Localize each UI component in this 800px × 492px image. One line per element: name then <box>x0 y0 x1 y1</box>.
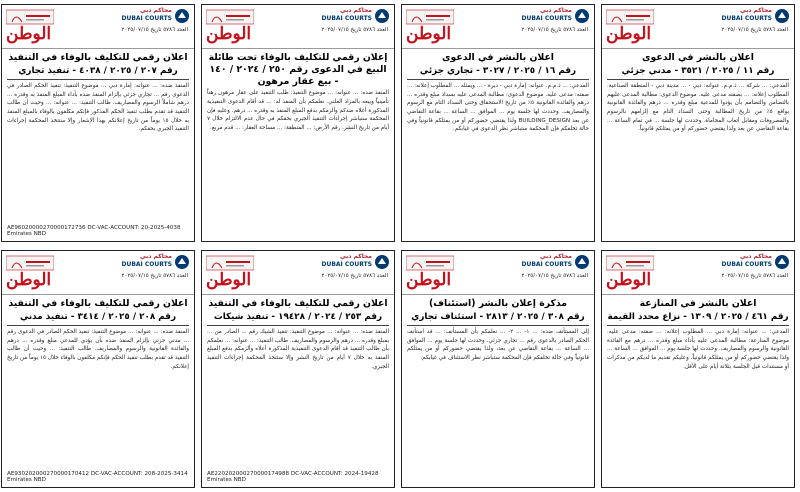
issue-line: العدد ٥٧٨٦ تاريخ ٢٠٢٥/٠٧/١٥ <box>321 273 388 279</box>
notice-body: المدعي: ... شركة ... ذ.م.م. عنوانه: دبي - ... مدينة دبي - المنطقة الصناعية. المطلوب إعلانه: ... بصفته مدعى عليه. موضوع الدعوى: مطالبة المدعى عليهم بالتضامن والتضامم بأن يؤدوا للمدعية مبلغ وقدره ... درهم والفائدة القانونية بواقع ٥٪ من تاريخ المطالبة وحتى السداد التام مع إلزامهم بالرسوم والمصروفات ومقابل أتعاب المحاماة. وحددت لها جلسة ... في تمام الساعة ... بقاعة التقاضي عن بعد ولذا يقتضي حضوركم أو من يمثلكم قانونياً. <box>607 83 790 133</box>
notice-title: اعلان بالنشر في المنازعة <box>639 298 757 309</box>
court-name-ar: محاكم دبي <box>340 7 372 14</box>
payment-ref: AE96020000270000172736 DC-VAC-ACCOUNT: 20-2025-4038 Emirates NBD <box>7 225 181 237</box>
court-name-en: DUBAI COURTS <box>721 261 772 268</box>
notice-body: المدعي: ... عنوانه: إمارة دبي ... المطلوب إعلانه: ... صفته: مدعى عليه. موضوع المنازعة: مطالبة المدعى عليه بأداء مبلغ وقدره ... درهم مع الفائدة القانونية والرسوم والمصاريف. وحددت لها جلسة يوم ... الموافق ... الساعة ... ولذا يقتضي حضوركم أو من يمثلكم قانونياً، وعليكم تقديم ما لديكم من مذكرات أو مستندات قبل الجلسة بثلاثة أيام على الأقل. <box>607 329 789 370</box>
notice-header <box>2 5 194 49</box>
court-name-ar: محاكم دبي <box>140 253 172 260</box>
legal-notice-panel <box>601 250 795 488</box>
dubai-courts-emblem-icon <box>774 254 790 270</box>
legal-notice-panel <box>1 250 195 488</box>
notice-body: المنفذ ضده: ... عنوانه: ... موضوع التنفيذ: تنفيذ الحكم الصادر في الدعوى رقم ... مدني جزئي بإلزام المنفذ ضده بأن يؤدي للمدعي مبلغ وقدره ... درهم والفائدة القانونية والرسوم والمصاريف. طالب التنفيذ: ... وحيث أن طالب التنفيذ قد تقدم بطلب تنفيذ الحكم فإنكم مكلفون بالوفاء خلال ١٥ يوماً من تاريخ إعلانكم. <box>7 329 189 370</box>
notice-title: اعلان رقمي للتكليف بالوفاء في التنفيذ <box>208 298 388 309</box>
case-number: رقم ٣٠٨ / ٢٠٢٥ / ٢٨١٣ - استئناف تجاري <box>407 312 589 326</box>
notice-header <box>2 251 194 295</box>
notice-title: اعلان بالنشر في الدعوى <box>442 52 554 63</box>
dubai-courts-emblem-icon <box>574 8 590 24</box>
newspaper-name: الوطن <box>406 24 452 44</box>
dubai-courts-emblem-icon <box>774 8 790 24</box>
legal-notice-panel <box>201 4 395 242</box>
court-name-en: DUBAI COURTS <box>721 15 772 22</box>
newspaper-name: الوطن <box>606 270 652 290</box>
notice-body: المنفذ ضده: ... عنوانه: ... موضوع التنفيذ: تنفيذ الشيك رقم ... الصادر من ... بمبلغ وقدره ... درهم والرسوم والمصاريف. طالب التنفيذ: ... عنوانه: ... نعلمكم بأن طالب التنفيذ قد أقام الدعوى التنفيذية المذكورة أعلاه وألزمكم بدفع المبلغ المنفذ به خلال ٧ أيام من تاريخ النشر وإلا ستتخذ المحكمة إجراءات التنفيذ الجبري. <box>207 329 389 370</box>
issue-line: العدد ٥٧٨٦ تاريخ ٢٠٢٥/٠٧/١٥ <box>721 273 788 279</box>
payment-ref: AE220202000270000174988 DC-VAC-ACCOUNT: 2024-19428 Emirates NBD <box>207 471 379 483</box>
court-name-ar: محاكم دبي <box>340 253 372 260</box>
dubai-courts-emblem-icon <box>574 254 590 270</box>
newspaper-name: الوطن <box>206 270 252 290</box>
legal-notice-panel <box>201 250 395 488</box>
newspaper-name: الوطن <box>6 270 52 290</box>
court-name-ar: محاكم دبي <box>740 253 772 260</box>
case-number: رقم ٢٥٣ / ٢٠٢٤ / ١٩٤٢٨ - تنفيذ شيكات <box>207 312 389 326</box>
court-name-ar: محاكم دبي <box>140 7 172 14</box>
newspaper-name: الوطن <box>6 24 52 44</box>
court-name-en: DUBAI COURTS <box>121 261 172 268</box>
case-number: رقم ١١ / ٢٠٢٥ / ٣٥٢١ - مدني جزئي <box>607 66 789 80</box>
notice-title: اعلان رقمي للتكليف بالوفاء في التنفيذ <box>8 298 188 309</box>
notice-body: المنفذ ضده: ... عنوانه: إمارة دبي ... موضوع التنفيذ: تنفيذ الحكم الصادر في الدعوى رقم ... تجاري جزئي بإلزام المنفذ ضده بأداء المبلغ المنفذ به وقدره ... درهم شاملاً الرسوم والمصاريف. طالب التنفيذ: ... عنوانه: ... وحيث أن طالب التنفيذ قد تقدم بطلب تنفيذ الحكم المذكور فإنكم مكلفون بالوفاء بالمبلغ المنفذ به خلال ١٥ يوماً من تاريخ إعلانكم بهذا الإشعار وإلا ستتخذ المحكمة إجراءات التنفيذ الجبري بحقكم. <box>7 83 189 133</box>
issue-line: العدد ٥٧٨٦ تاريخ ٢٠٢٥/٠٧/١٥ <box>521 273 588 279</box>
issue-line: العدد ٥٧٨٦ تاريخ ٢٠٢٥/٠٧/١٥ <box>121 273 188 279</box>
court-name-en: DUBAI COURTS <box>521 261 572 268</box>
issue-line: العدد ٥٧٨٦ تاريخ ٢٠٢٥/٠٧/١٥ <box>321 27 388 33</box>
dubai-courts-emblem-icon <box>374 254 390 270</box>
notice-body: إلى المستأنف ضده: ... ١- ... ٢- ... نعلمكم بأن المستأنف: ... قد استأنف الحكم الصادر بالدعوى رقم ... تجاري جزئي. وحددت لها جلسة يوم ... الموافق ... الساعة ... بقاعة التقاضي عن بعد، ولذا يقتضي حضوركم أو من يمثلكم قانونياً وفي حالة تخلفكم فإن المحكمة ستباشر نظر الاستئناف في غيابكم. <box>407 329 589 362</box>
notice-header <box>402 5 594 49</box>
court-name-en: DUBAI COURTS <box>121 15 172 22</box>
legal-notice-panel <box>401 250 595 488</box>
newspaper-name: الوطن <box>606 24 652 44</box>
legal-notice-panel <box>601 4 795 242</box>
issue-line: العدد ٥٧٨٦ تاريخ ٢٠٢٥/٠٧/١٥ <box>521 27 588 33</box>
notice-header <box>602 251 794 295</box>
notice-header <box>602 5 794 49</box>
case-number: رقم ٢٠٨ / ٢٠٢٥ / ٣٤١٤ - تنفيذ مدني <box>7 312 189 326</box>
notice-header <box>202 251 394 295</box>
court-name-ar: محاكم دبي <box>540 7 572 14</box>
notice-header <box>402 251 594 295</box>
legal-notice-panel <box>401 4 595 242</box>
notice-title: مذكرة إعلان بالنشر (استئناف) <box>428 298 568 309</box>
notice-body: المدعي: ... ذ.م.م. عنوانه: إمارة دبي - ديرة - ... ويمثله ... المطلوب إعلانه: ... صفته: مدعى عليه. موضوع الدعوى: مطالبة المدعى عليه بسداد مبلغ وقدره ... درهم والفائدة القانونية ٥٪ من تاريخ الاستحقاق وحتى السداد التام مع الرسوم والمصاريف. وحددت لها جلسة يوم ... الموافق ... الساعة ... بقاعة التقاضي عن بعد BUILDING_DESIGN ولذا يقتضي حضوركم أو من يمثلكم قانونياً وفي حالة تخلفكم فإن المحكمة ستباشر نظر الدعوى في غيابكم. <box>407 83 589 133</box>
dubai-courts-emblem-icon <box>174 8 190 24</box>
newspaper-name: الوطن <box>406 270 452 290</box>
notice-title: اعلان رقمي للتكليف بالوفاء في التنفيذ <box>8 52 188 63</box>
payment-ref: AE930202000270000170412 DC-VAC-ACCOUNT: 208-2025-3414 Emirates NBD <box>7 471 188 483</box>
dubai-courts-emblem-icon <box>374 8 390 24</box>
legal-notice-panel <box>1 4 195 242</box>
court-name-ar: محاكم دبي <box>740 7 772 14</box>
issue-line: العدد ٥٧٨٦ تاريخ ٢٠٢٥/٠٧/١٥ <box>121 27 188 33</box>
case-number: رقم ١٦ / ٢٠٢٥ / ٣٠٢٧ - تجاري جزئي <box>407 66 589 80</box>
case-number: رقم ٤٦١ / ٢٠٢٥ / ١٣٠٩ - نزاع محدد القيمة <box>607 312 789 326</box>
court-name-en: DUBAI COURTS <box>521 15 572 22</box>
case-number: رقم ٢٠٧ / ٢٠٢٥ / ٤٠٣٨ - تنفيذ تجاري <box>7 66 189 80</box>
court-name-en: DUBAI COURTS <box>321 261 372 268</box>
notice-title: اعلان بالنشر في الدعوى <box>642 52 754 63</box>
newspaper-name: الوطن <box>206 24 252 44</box>
dubai-courts-emblem-icon <box>174 254 190 270</box>
issue-line: العدد ٥٧٨٦ تاريخ ٢٠٢٥/٠٧/١٥ <box>721 27 788 33</box>
court-name-ar: محاكم دبي <box>540 253 572 260</box>
notice-header <box>202 5 394 49</box>
notice-body: المنفذ ضده: ... عنوانه: ... موضوع التنفيذ: طلب التنفيذ على عقار مرهون رهناً تأمينياً وبيعه بالمزاد العلني. نعلمكم بأن المنفذ له: ... قد أقام الدعوى التنفيذية المذكورة أعلاه ضدكم وألزمكم بدفع المبلغ المنفذ به وقدره ... درهم. وعليه فإن المحكمة ستباشر إجراءات التنفيذ الجبري بحقكم في حال عدم الالتزام خلال ٧ أيام من تاريخ النشر. رقم الأرض: ... المنطقة: ... مساحة العقار: ... قدم مربع. <box>207 90 389 131</box>
notice-title: إعلان رقمي للتكليف بالوفاء تحت طائلة البيع في الدعوى رقم ٢٥٠ / ٢٠٢٤ / ١٤٠ - بيع عقار مرهون <box>208 52 388 88</box>
court-name-en: DUBAI COURTS <box>321 15 372 22</box>
